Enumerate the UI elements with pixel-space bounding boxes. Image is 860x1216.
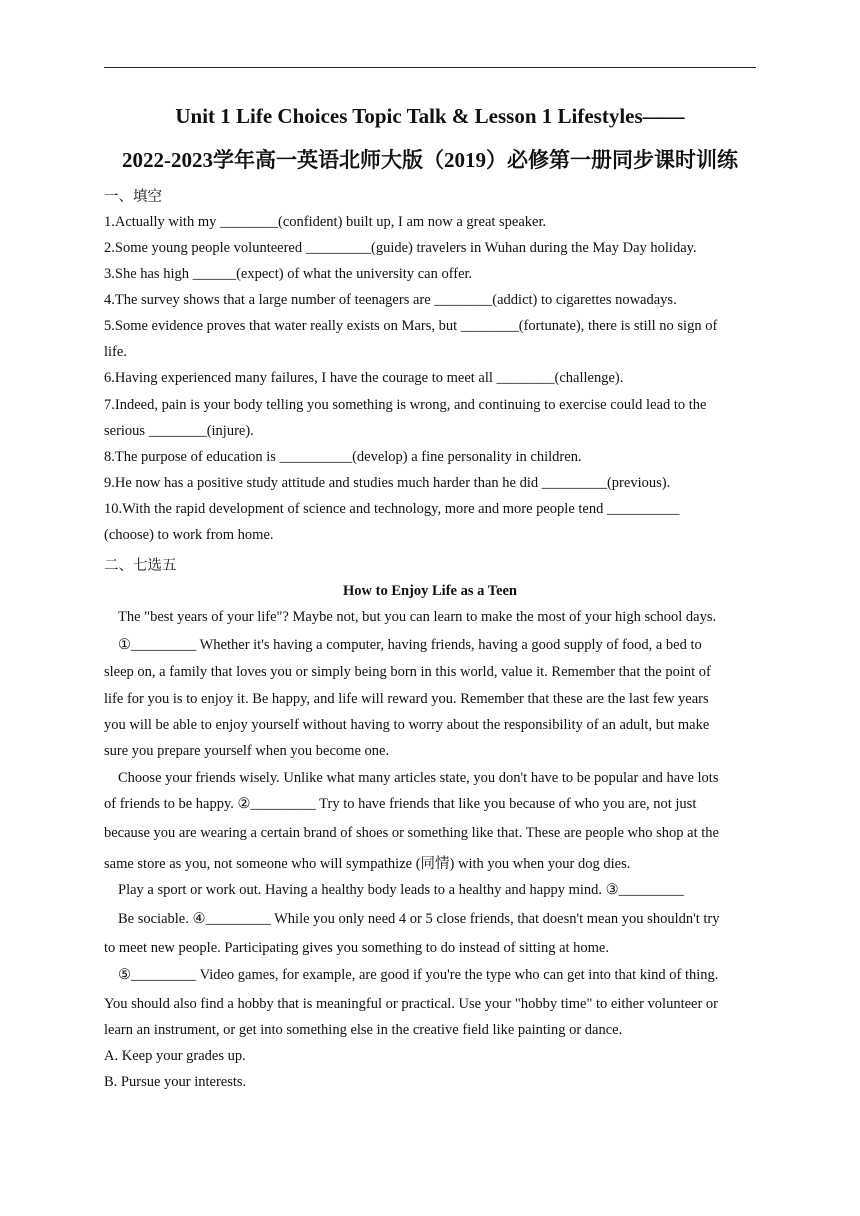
question-line: 4.The survey shows that a large number of teenagers are ________(addict) to cigarettes nowadays. bbox=[104, 292, 677, 308]
passage-line: to meet new people. Participating gives you something to do instead of sitting at home. bbox=[104, 940, 609, 956]
passage-line: because you are wearing a certain brand of shoes or something like that. These are people who shop at the bbox=[104, 825, 719, 841]
section-2-heading: 二、七选五 bbox=[104, 558, 177, 574]
passage-line: The "best years of your life"? Maybe not, but you can learn to make the most of your high school days. bbox=[118, 609, 717, 625]
passage-line: Choose your friends wisely. Unlike what many articles state, you don't have to be popular and have lots bbox=[118, 770, 719, 786]
passage-line: You should also find a hobby that is meaningful or practical. Use your "hobby time" to either volunteer or bbox=[104, 996, 719, 1012]
question-line: life. bbox=[104, 344, 127, 360]
question-line: 3.She has high ______(expect) of what the university can offer. bbox=[104, 266, 473, 282]
question-line: 2.Some young people volunteered _________(guide) travelers in Wuhan during the May Day holiday. bbox=[104, 240, 697, 256]
section-1-heading: 一、填空 bbox=[104, 189, 162, 205]
option-line: B. Pursue your interests. bbox=[104, 1074, 247, 1090]
passage-line: learn an instrument, or get into something else in the creative field like painting or dance. bbox=[104, 1022, 623, 1038]
passage-line: of friends to be happy. ②_________ Try to have friends that like you because of who you are, not just bbox=[104, 796, 697, 812]
passage-line: sleep on, a family that loves you or simply being born in this world, value it. Remember that the point of bbox=[104, 664, 711, 680]
passage-line: Be sociable. ④_________ While you only need 4 or 5 close friends, that doesn't mean you shouldn't try bbox=[118, 911, 720, 927]
passage-line: Play a sport or work out. Having a healthy body leads to a healthy and happy mind. ③_________ bbox=[118, 882, 684, 898]
passage-title: How to Enjoy Life as a Teen bbox=[342, 583, 517, 599]
question-line: (choose) to work from home. bbox=[104, 527, 274, 543]
passage-line: sure you prepare yourself when you become one. bbox=[104, 743, 390, 759]
question-line: 7.Indeed, pain is your body telling you something is wrong, and continuing to exercise could lead to the bbox=[104, 397, 707, 413]
passage-line: you will be able to enjoy yourself without having to worry about the responsibility of an adult, but make bbox=[104, 717, 710, 733]
passage-line: life for you is to enjoy it. Be happy, and life will reward you. Remember that these are the last few years bbox=[104, 691, 709, 707]
question-line: 6.Having experienced many failures, I have the courage to meet all ________(challenge). bbox=[104, 370, 624, 386]
question-line: 5.Some evidence proves that water really exists on Mars, but ________(fortunate), there is still no sign of bbox=[104, 318, 718, 334]
passage-line: ①_________ Whether it's having a computer, having friends, having a good supply of food, a bed to bbox=[118, 637, 702, 653]
title-line-2: 2022-2023学年高一英语北师大版（2019）必修第一册同步课时训练 bbox=[122, 148, 738, 172]
question-line: 10.With the rapid development of science and technology, more and more people tend __________ bbox=[104, 501, 680, 517]
question-line: serious ________(injure). bbox=[104, 423, 254, 439]
question-line: 9.He now has a positive study attitude and studies much harder than he did _________(previous). bbox=[104, 475, 671, 491]
title-line-1: Unit 1 Life Choices Topic Talk & Lesson 1 Lifestyles—— bbox=[175, 104, 685, 128]
option-line: A. Keep your grades up. bbox=[104, 1048, 246, 1064]
question-line: 8.The purpose of education is __________(develop) a fine personality in children. bbox=[104, 449, 582, 465]
passage-line: ⑤_________ Video games, for example, are good if you're the type who can get into that kind of thing. bbox=[118, 967, 719, 983]
question-line: 1.Actually with my ________(confident) built up, I am now a great speaker. bbox=[104, 214, 547, 230]
header-rule bbox=[104, 67, 756, 68]
passage-line: same store as you, not someone who will sympathize (同情) with you when your dog dies. bbox=[104, 856, 631, 872]
